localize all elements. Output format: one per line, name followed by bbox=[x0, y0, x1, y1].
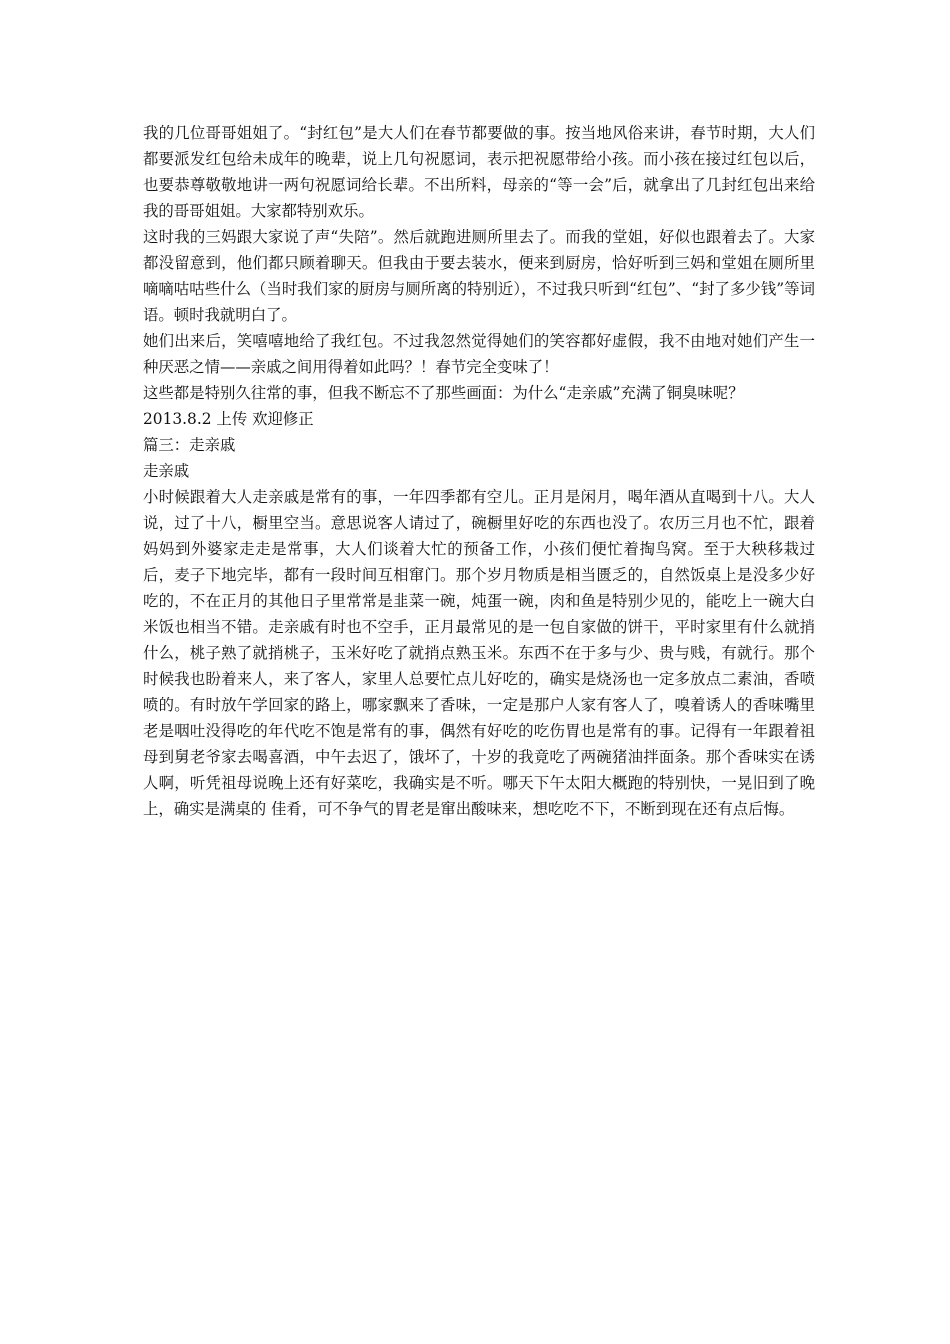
paragraph-fake-smiles: 她们出来后，笑嘻嘻地给了我红包。不过我忽然觉得她们的笑容都好虚假，我不由地对她们产生一种厌恶之情——亲戚之间用得着如此吗？！春节完全变味了！ bbox=[143, 332, 815, 376]
document-body bbox=[143, 120, 815, 822]
paragraph-reflection: 这些都是特别久往常的事，但我不断忘不了那些画面：为什么“走亲戚”充满了铜臭味呢？ bbox=[143, 384, 744, 402]
upload-note: 2013.8.2 上传 欢迎修正 bbox=[143, 410, 314, 428]
paragraph-visiting-relatives: 小时候跟着大人走亲戚是常有的事，一年四季都有空儿。正月是闲月，喝年酒从直喝到十八。大人说，过了十八，橱里空当。意思说客人请过了，碗橱里好吃的东西也没了。农历三月也不忙，跟着妈妈到外婆家走走是常事，大人们谈着大忙的预备工作，小孩们便忙着掏鸟窝。至于大秧移栽过后，麦子下地完毕，都有一段时间互相窜门。那个岁月物质是相当匮乏的，自然饭桌上是没多少好吃的，不在正月的其他日子里常常是韭菜一碗，炖蛋一碗，肉和鱼是特别少见的，能吃上一碗大白米饭也相当不错。走亲戚有时也不空手，正月最常见的是一包自家做的饼干，平时家里有什么就捎什么，桃子熟了就捎桃子，玉米好吃了就捎点熟玉米。东西不在于多与少、贵与贱，有就行。那个时候我也盼着来人，来了客人，家里人总要忙点儿好吃的，确实是烧汤也一定多放点二素油，香喷喷的。有时放午学回家的路上，哪家飘来了香味，一定是那户人家有客人了，嗅着诱人的香味嘴里老是咽吐没得吃的年代吃不饱是常有的事，偶然有好吃的吃伤胃也是常有的事。记得有一年跟着祖母到舅老爷家去喝喜酒，中午去迟了，饿坏了，十岁的我竟吃了两碗猪油拌面条。那个香味实在诱人啊，听凭祖母说晚上还有好菜吃，我确实是不听。哪天下午太阳大概跑的特别快，一晃旧到了晚上，确实是满桌的 佳肴，可不争气的胃老是窜出酸味来，想吃吃不下，不断到现在还有点后悔。 bbox=[143, 488, 815, 818]
paragraph-red-envelope: 我的几位哥哥姐姐了。“封红包”是大人们在春节都要做的事。按当地风俗来讲，春节时期，大人们都要派发红包给未成年的晚辈，说上几句祝愿词，表示把祝愿带给小孩。而小孩在接过红包以后，也要恭尊敬敬地讲一两句祝愿词给长辈。不出所料，母亲的“等一会”后，就拿出了几封红包出来给我的哥哥姐姐。大家都特别欢乐。 bbox=[143, 124, 815, 220]
paragraph-aunt-and-cousin: 这时我的三妈跟大家说了声“失陪”。然后就跑进厕所里去了。而我的堂姐，好似也跟着去了。大家都没留意到，他们都只顾着聊天。但我由于要去装水，便来到厨房，恰好听到三妈和堂姐在厕所里嘀嘀咕咕些什么（当时我们家的厨房与厕所离的特别近），不过我只听到“红包”、“封了多少钱”等词语。顿时我就明白了。 bbox=[143, 228, 815, 324]
section-heading: 篇三：走亲戚 bbox=[143, 436, 236, 454]
essay-title: 走亲戚 bbox=[143, 462, 190, 480]
